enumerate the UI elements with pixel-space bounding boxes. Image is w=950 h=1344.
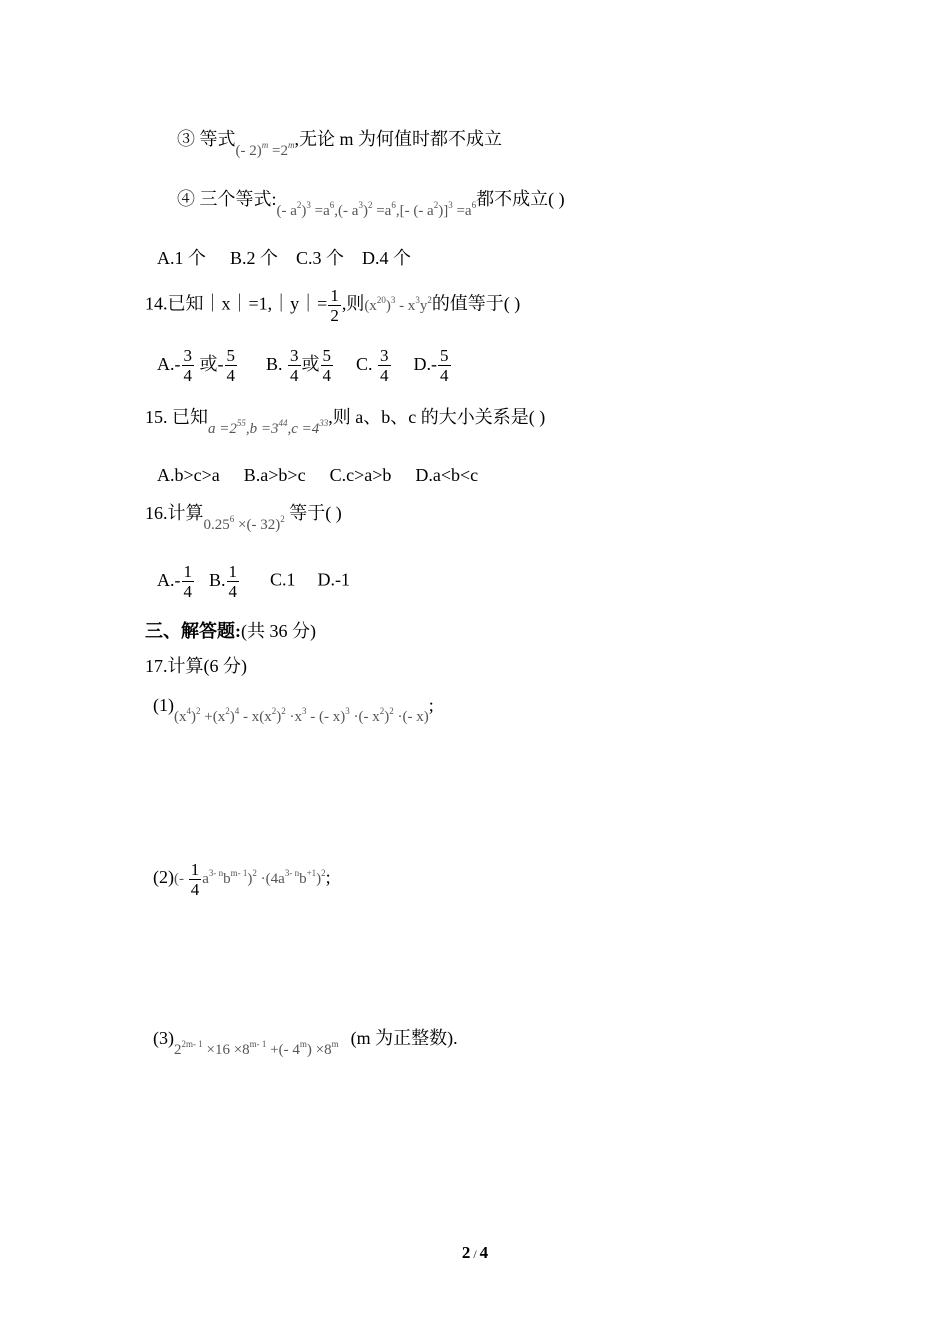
option-a: A.- $\frac{1}{4}$ <box>157 562 192 601</box>
option-c: C. $\frac{3}{4}$ <box>356 346 389 385</box>
option-d: D.-1 <box>317 569 351 590</box>
question-17-title: 17.计算(6 分) <box>145 656 247 676</box>
equation-17-2: (- $\frac{1}{4}$ $a^{3- n}b^{m- 1})^2 \cdot(4a^{3- n}b^{+1})^2$ <box>174 860 326 899</box>
statement-4: ④ 三个等式$:_{(- a^2)^3 =a^6,(- a^3)^2 =a^6,[- (- a^2)]^3 =a^6}$都不成立( ) <box>177 189 565 219</box>
equation-15: a =255,b =344,c =433 <box>208 418 329 437</box>
option-a: A.1 个 <box>157 248 206 268</box>
option-c: C.c>a>b <box>329 465 392 485</box>
fraction-half: $\frac{1}{2}$ <box>330 286 339 325</box>
question-15: 15. 已知$_{a =2^{55},b =3^{44},c =4^{33}}$,则 a、b、c 的大小关系是( ) <box>145 407 546 437</box>
q17-part-2: (2)(- $\frac{1}{4}$ $a^{3- n}b^{m- 1})^2 \cdot(4a^{3- n}b^{+1})^2$; <box>153 860 331 899</box>
equation-3: (- 2)m =2m <box>235 140 295 159</box>
q15-options <box>157 464 478 486</box>
statement-3: ③ 等式$_{(- 2)^m =2^m}$,无论 m 为何值时都不成立 <box>177 129 502 159</box>
option-b: B. $\frac{3}{4}$ 或 $\frac{5}{4}$ <box>266 346 332 385</box>
q13-options <box>157 247 411 269</box>
equation-17-3: 22m- 1 ×16 ×8m- 1 +(- 4m) ×8m <box>174 1039 339 1058</box>
option-d: D.4 个 <box>362 248 412 268</box>
question-14: 14.已知｜x｜=1,｜y｜= $\frac{1}{2}$ ,则$(x^{20})^3 - x^3y^2$的值等于( ) <box>145 286 521 325</box>
option-a: A.- $\frac{3}{4}$ 或- $\frac{5}{4}$ <box>157 346 235 385</box>
option-d: D.a<b<c <box>415 465 479 485</box>
option-b: B. $\frac{1}{4}$ <box>209 562 238 601</box>
equation-16: 0.256 ×(- 32)2 <box>203 514 285 533</box>
equation-17-1: (x4)2 +(x2)4 - x(x2)2 ·x3 - (- x)3 ·(- x2)2 ·(- x) <box>174 706 429 725</box>
option-a: A.b>c>a <box>157 465 220 485</box>
section-3-heading: 三、解答题:(共 36 分) <box>145 621 316 641</box>
equation-4: (- a2)3 =a6,(- a3)2 =a6,[- (- a2)]3 =a6 <box>276 200 477 219</box>
option-b: B.2 个 <box>230 248 279 268</box>
q14-options <box>157 346 452 385</box>
q17-part-1: $(1)_{(x^4)^2 +(x^2)^4 - x(x^2)^2 \cdot x^3 - (- x)^3 \cdot(- x^2)^2 \cdot(- x)}$; <box>153 695 434 725</box>
question-16: 16.计算$_{0.25^6 \times(- 32)^2}$ 等于( ) <box>145 503 342 533</box>
option-c: C.3 个 <box>296 248 345 268</box>
page-number: 2 / 4 <box>461 1243 489 1262</box>
option-c: C.1 <box>270 569 296 590</box>
option-b: B.a>b>c <box>243 465 306 485</box>
equation-14: $(x^{20})^3 - x^3y^2$ <box>364 294 432 314</box>
q16-options <box>157 562 350 601</box>
q17-part-3: $(3)_{2^{2m- 1} \times 16 \times 8^{m- 1} +(- 4^m) \times 8^m}$ (m 为正整数). <box>153 1028 458 1058</box>
option-d: D.- $\frac{5}{4}$ <box>413 346 449 385</box>
